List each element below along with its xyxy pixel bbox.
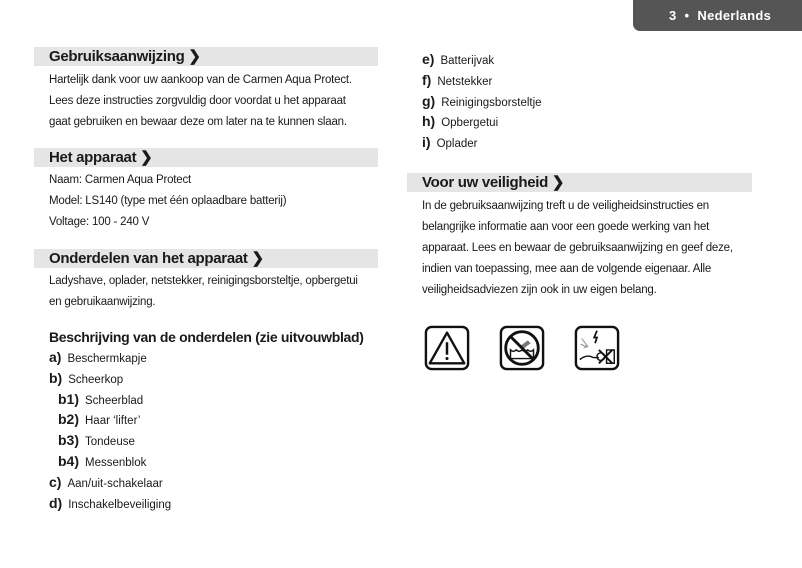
section-heading-parts: Onderdelen van het apparaat ❯ xyxy=(34,249,378,268)
part-item: f) Netstekker xyxy=(422,71,493,88)
description-heading: Beschrijving van de onderdelen (zie uitvouwblad) xyxy=(49,329,364,345)
safety-line: In de gebruiksaanwijzing treft u de veiligheidsinstructies en xyxy=(422,199,709,212)
manual-line: gaat gebruiken en bewaar deze om later na te kunnen slaan. xyxy=(49,116,347,128)
right-column xyxy=(407,49,752,371)
page-tab: 3 • Nederlands xyxy=(633,0,802,31)
safety-line: apparaat. Lees en bewaar de gebruiksaanwijzing en geef deze, xyxy=(422,241,733,254)
page-number: 3 xyxy=(669,8,677,23)
safety-line: belangrijke informatie aan voor een goede werking van het xyxy=(422,220,710,233)
part-item: g) Reinigingsborsteltje xyxy=(422,92,542,109)
part-item: e) Batterijvak xyxy=(422,51,495,67)
manual-line: Lees deze instructies zorgvuldig door voordat u het apparaat xyxy=(49,95,346,107)
part-item: c) Aan/uit-schakelaar xyxy=(49,473,163,490)
safety-line: indien van toepassing, mee aan de volgende eigenaar. Alle xyxy=(422,262,712,275)
parts-line: Ladyshave, oplader, netstekker, reinigingsborsteltje, opbergetui xyxy=(49,275,358,287)
section-heading-device: Het apparaat ❯ xyxy=(34,148,378,167)
part-item: b) Scheerkop xyxy=(49,369,124,386)
safety-line: veiligheidsadviezen zijn ook in uw eigen belang. xyxy=(422,283,657,296)
warning-icon xyxy=(424,325,470,371)
section-heading-safety: Voor uw veiligheid ❯ xyxy=(407,173,752,192)
manual-line: Hartelijk dank voor uw aankoop van de Carmen Aqua Protect. xyxy=(49,74,352,86)
part-item: b1) Scheerblad xyxy=(58,390,144,407)
part-item: b2) Haar ‘lifter’ xyxy=(58,411,141,428)
part-item: b3) Tondeuse xyxy=(58,432,135,449)
part-item: h) Opbergetui xyxy=(422,113,499,130)
part-item: d) Inschakelbeveiliging xyxy=(49,494,172,511)
part-item: a) Beschermkapje xyxy=(49,349,147,365)
language-label: Nederlands xyxy=(697,8,772,23)
safety-icons xyxy=(424,325,752,371)
section-heading-manual: Gebruiksaanwijzing ❯ xyxy=(34,47,378,66)
part-item: b4) Messenblok xyxy=(58,452,147,469)
device-line: Model: LS140 (type met één oplaadbare batterij) xyxy=(49,195,287,207)
left-column xyxy=(34,47,378,513)
parts-line: en gebruikaanwijzing. xyxy=(49,296,156,308)
electric-shock-unplug-icon xyxy=(574,325,620,371)
device-line: Naam: Carmen Aqua Protect xyxy=(49,174,192,186)
no-water-immersion-icon xyxy=(499,325,545,371)
part-item: i) Oplader xyxy=(422,134,478,151)
device-line: Voltage: 100 - 240 V xyxy=(49,216,150,228)
